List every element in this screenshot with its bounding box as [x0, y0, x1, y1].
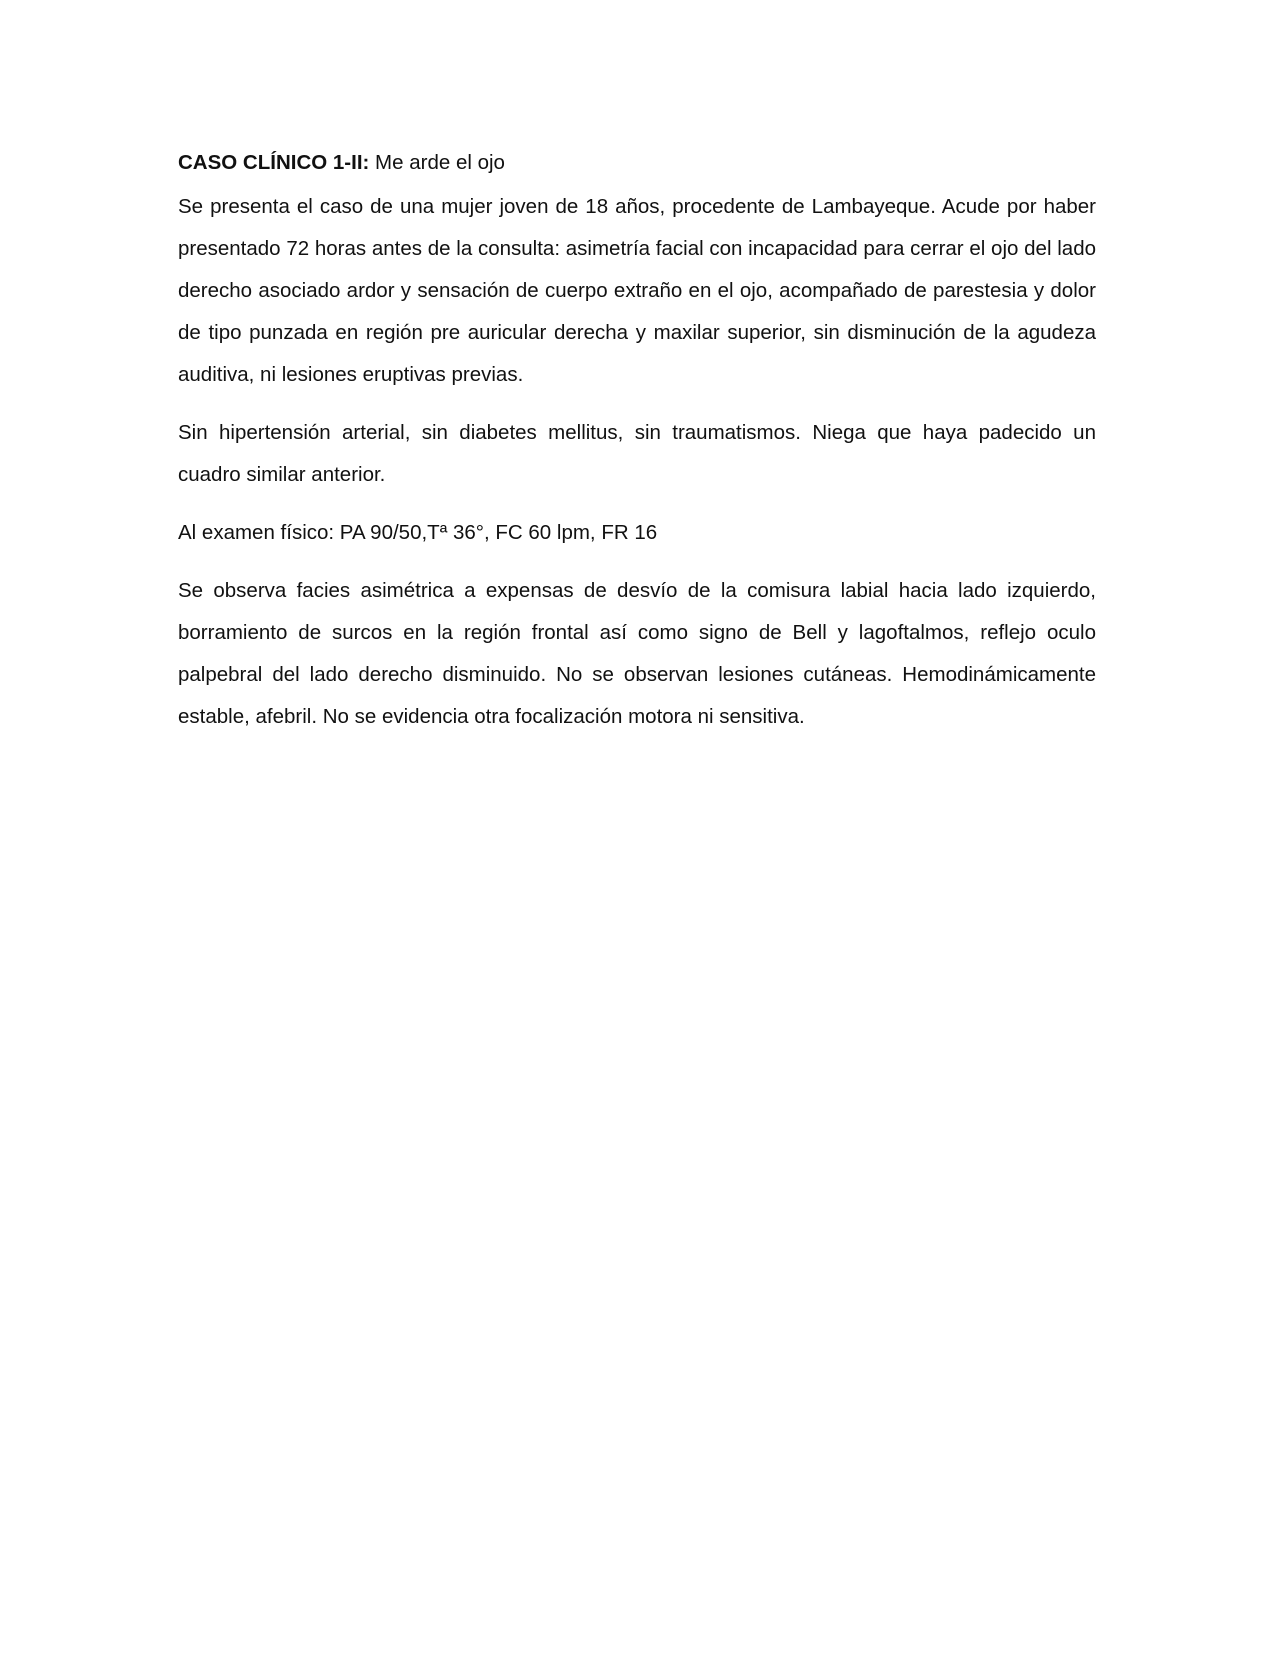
case-title-text: Me arde el ojo	[369, 151, 505, 174]
paragraph-presentation: Se presenta el caso de una mujer joven de 18 años, procedente de Lambayeque. Acude por haber presentado 72 horas antes de la consulta: asimetría facial con incapacidad para cerrar el ojo del lado derecho asociado ardor y sensación de cuerpo extraño en el ojo, acompañado de parestesia y dolor de tipo punzada en región pre auricular derecha y maxilar superior, sin disminución de la agudeza auditiva, ni lesiones eruptivas previas.	[178, 195, 1096, 386]
paragraph-vitals: Al examen físico: PA 90/50,Tª 36°, FC 60 lpm, FR 16	[178, 521, 658, 544]
case-title	[178, 146, 1096, 180]
paragraph-history: Sin hipertensión arterial, sin diabetes mellitus, sin traumatismos. Niega que haya padecido un cuadro similar anterior.	[178, 421, 1096, 486]
paragraph-exam: Se observa facies asimétrica a expensas de desvío de la comisura labial hacia lado izquierdo, borramiento de surcos en la región frontal así como signo de Bell y lagoftalmos, reflejo oculo palpebral del lado derecho disminuido. No se observan lesiones cutáneas. Hemodinámicamente estable, afebril. No se evidencia otra focalización motora ni sensitiva.	[178, 579, 1096, 728]
document-body	[178, 146, 1096, 754]
case-title-label: CASO CLÍNICO 1-II:	[178, 151, 370, 174]
